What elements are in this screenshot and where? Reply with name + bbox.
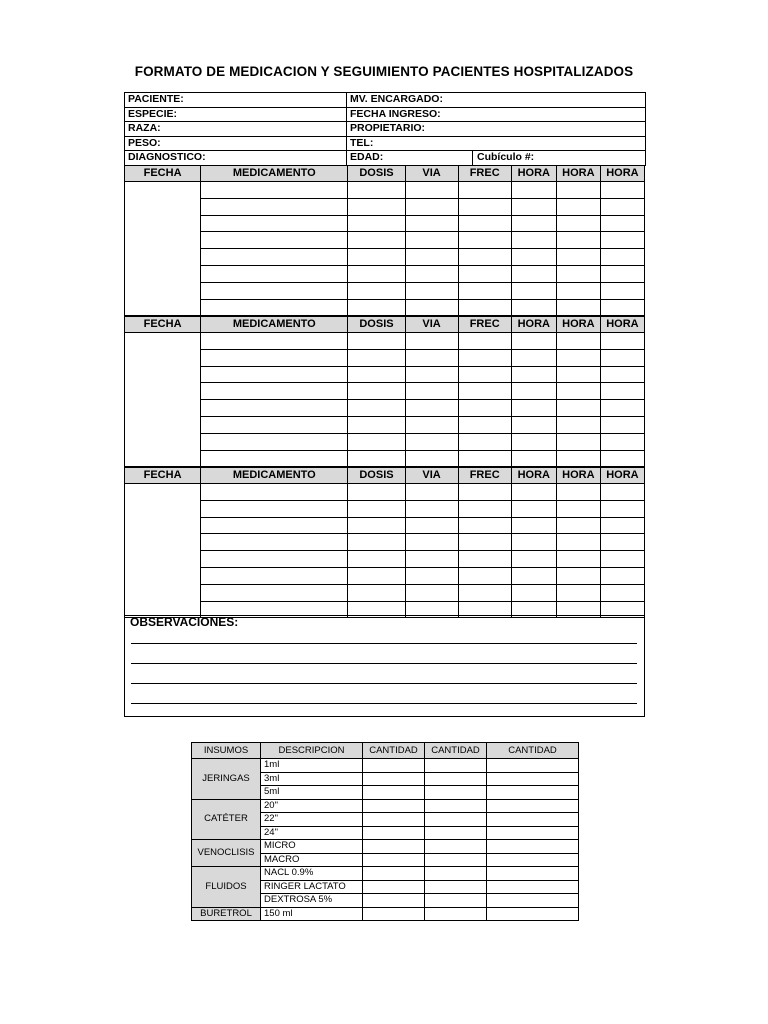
cell-hora-1[interactable]	[511, 232, 556, 249]
medication-row	[125, 584, 645, 601]
cell-medicamento[interactable]	[201, 299, 348, 316]
cell-hora-2[interactable]	[556, 584, 600, 601]
cell-hora-2[interactable]	[556, 282, 600, 299]
cell-dosis[interactable]	[348, 584, 405, 601]
mv-encargado-field[interactable]: MV. ENCARGADO:	[347, 93, 646, 108]
supply-quantity-cell[interactable]	[363, 880, 425, 894]
edad-field[interactable]: EDAD:	[347, 151, 473, 166]
supply-quantity-cell[interactable]	[363, 813, 425, 827]
header-frec: FREC	[458, 166, 511, 182]
cell-medicamento[interactable]	[201, 232, 348, 249]
cell-dosis[interactable]	[348, 215, 405, 232]
cell-dosis[interactable]	[348, 299, 405, 316]
cell-hora-2[interactable]	[556, 450, 600, 467]
cell-hora-2[interactable]	[556, 215, 600, 232]
cell-hora-1[interactable]	[511, 400, 556, 417]
cell-hora-1[interactable]	[511, 265, 556, 282]
medication-row	[125, 349, 645, 366]
header-fecha: FECHA	[125, 317, 201, 333]
cell-frec[interactable]	[458, 265, 511, 282]
supply-category: JERINGAS	[192, 759, 261, 800]
cell-medicamento[interactable]	[201, 383, 348, 400]
supply-quantity-cell[interactable]	[425, 759, 487, 773]
supply-quantity-cell[interactable]	[487, 826, 579, 840]
cell-via[interactable]	[405, 282, 458, 299]
cell-hora-1[interactable]	[511, 366, 556, 383]
cell-via[interactable]	[405, 182, 458, 199]
cell-dosis[interactable]	[348, 182, 405, 199]
header-hora-1: HORA	[511, 166, 556, 182]
cell-hora-1[interactable]	[511, 517, 556, 534]
cell-hora-2[interactable]	[556, 416, 600, 433]
cell-hora-2[interactable]	[556, 249, 600, 266]
cell-via[interactable]	[405, 366, 458, 383]
cell-dosis[interactable]	[348, 484, 405, 501]
header-medicamento: MEDICAMENTO	[201, 317, 348, 333]
supply-description: 1ml	[261, 759, 363, 773]
medication-row	[125, 265, 645, 282]
header-via: VIA	[405, 468, 458, 484]
supply-description: 150 ml	[261, 907, 363, 921]
cell-via[interactable]	[405, 416, 458, 433]
cell-via[interactable]	[405, 299, 458, 316]
cell-frec[interactable]	[458, 484, 511, 501]
supply-quantity-cell[interactable]	[487, 880, 579, 894]
cell-hora-3[interactable]	[600, 265, 644, 282]
cell-hora-3[interactable]	[600, 551, 644, 568]
cell-hora-3[interactable]	[600, 484, 644, 501]
supply-quantity-cell[interactable]	[363, 894, 425, 908]
cell-medicamento[interactable]	[201, 416, 348, 433]
fecha-ingreso-field[interactable]: FECHA INGRESO:	[347, 107, 646, 122]
cell-dosis[interactable]	[348, 249, 405, 266]
supply-category: CATÉTER	[192, 799, 261, 840]
observation-line[interactable]	[131, 683, 637, 684]
cell-hora-2[interactable]	[556, 551, 600, 568]
supplies-table	[191, 742, 579, 921]
supply-quantity-cell[interactable]	[487, 772, 579, 786]
observation-line[interactable]	[131, 663, 637, 664]
medication-row	[125, 517, 645, 534]
header-hora-1: HORA	[511, 468, 556, 484]
cell-fecha[interactable]	[125, 484, 201, 618]
cell-medicamento[interactable]	[201, 450, 348, 467]
cell-hora-2[interactable]	[556, 349, 600, 366]
supply-row	[192, 840, 579, 854]
supply-quantity-cell[interactable]	[425, 799, 487, 813]
supply-row	[192, 867, 579, 881]
cell-dosis[interactable]	[348, 333, 405, 350]
supply-quantity-cell[interactable]	[487, 867, 579, 881]
header-dosis: DOSIS	[348, 166, 405, 182]
supply-quantity-cell[interactable]	[425, 786, 487, 800]
header-hora-3: HORA	[600, 166, 644, 182]
cell-hora-3[interactable]	[600, 383, 644, 400]
cell-hora-3[interactable]	[600, 282, 644, 299]
cell-hora-3[interactable]	[600, 567, 644, 584]
header-dosis: DOSIS	[348, 468, 405, 484]
cell-hora-2[interactable]	[556, 182, 600, 199]
medication-row	[125, 450, 645, 467]
cell-frec[interactable]	[458, 198, 511, 215]
cell-dosis[interactable]	[348, 265, 405, 282]
cell-frec[interactable]	[458, 450, 511, 467]
patient-info-table	[124, 92, 646, 166]
cell-hora-1[interactable]	[511, 249, 556, 266]
supply-quantity-cell[interactable]	[487, 853, 579, 867]
header-insumos: INSUMOS	[192, 743, 261, 759]
especie-field[interactable]: ESPECIE:	[125, 107, 347, 122]
supply-row	[192, 907, 579, 921]
supply-description: DEXTROSA 5%	[261, 894, 363, 908]
cell-hora-2[interactable]	[556, 567, 600, 584]
cell-hora-3[interactable]	[600, 198, 644, 215]
cell-hora-1[interactable]	[511, 500, 556, 517]
header-cantidad-3: CANTIDAD	[487, 743, 579, 759]
medication-row	[125, 182, 645, 199]
cell-hora-3[interactable]	[600, 299, 644, 316]
supply-quantity-cell[interactable]	[487, 759, 579, 773]
supply-quantity-cell[interactable]	[363, 759, 425, 773]
supply-category: VENOCLISIS	[192, 840, 261, 867]
cell-hora-3[interactable]	[600, 333, 644, 350]
cell-frec[interactable]	[458, 299, 511, 316]
cell-hora-1[interactable]	[511, 182, 556, 199]
cell-hora-1[interactable]	[511, 383, 556, 400]
cell-dosis[interactable]	[348, 232, 405, 249]
cell-medicamento[interactable]	[201, 584, 348, 601]
cell-frec[interactable]	[458, 249, 511, 266]
supply-quantity-cell[interactable]	[487, 894, 579, 908]
header-frec: FREC	[458, 468, 511, 484]
supply-category: FLUIDOS	[192, 867, 261, 908]
supply-quantity-cell[interactable]	[425, 813, 487, 827]
cell-frec[interactable]	[458, 383, 511, 400]
cell-dosis[interactable]	[348, 366, 405, 383]
medication-row	[125, 282, 645, 299]
cell-via[interactable]	[405, 215, 458, 232]
cell-hora-1[interactable]	[511, 567, 556, 584]
cell-medicamento[interactable]	[201, 249, 348, 266]
cell-via[interactable]	[405, 383, 458, 400]
medication-row	[125, 534, 645, 551]
cell-frec[interactable]	[458, 551, 511, 568]
cell-dosis[interactable]	[348, 416, 405, 433]
cell-hora-3[interactable]	[600, 400, 644, 417]
cell-hora-3[interactable]	[600, 215, 644, 232]
supply-quantity-cell[interactable]	[363, 853, 425, 867]
observations-box	[124, 615, 645, 717]
header-via: VIA	[405, 166, 458, 182]
supply-quantity-cell[interactable]	[425, 894, 487, 908]
cell-hora-2[interactable]	[556, 265, 600, 282]
header-medicamento: MEDICAMENTO	[201, 166, 348, 182]
cell-hora-2[interactable]	[556, 400, 600, 417]
supply-quantity-cell[interactable]	[425, 826, 487, 840]
cell-hora-3[interactable]	[600, 349, 644, 366]
medication-block-2	[124, 316, 645, 467]
supply-description: MICRO	[261, 840, 363, 854]
supply-quantity-cell[interactable]	[425, 907, 487, 921]
cell-hora-3[interactable]	[600, 182, 644, 199]
header-hora-2: HORA	[556, 317, 600, 333]
cell-medicamento[interactable]	[201, 349, 348, 366]
cell-medicamento[interactable]	[201, 534, 348, 551]
cell-frec[interactable]	[458, 534, 511, 551]
cell-dosis[interactable]	[348, 551, 405, 568]
medication-row	[125, 249, 645, 266]
cell-frec[interactable]	[458, 333, 511, 350]
cell-dosis[interactable]	[348, 349, 405, 366]
supply-quantity-cell[interactable]	[425, 772, 487, 786]
cell-hora-3[interactable]	[600, 450, 644, 467]
tel-field[interactable]: TEL:	[347, 136, 646, 151]
cell-frec[interactable]	[458, 182, 511, 199]
peso-field[interactable]: PESO:	[125, 136, 347, 151]
raza-field[interactable]: RAZA:	[125, 122, 347, 137]
medication-row	[125, 198, 645, 215]
cell-hora-2[interactable]	[556, 433, 600, 450]
medication-row	[125, 433, 645, 450]
header-hora-3: HORA	[600, 317, 644, 333]
cell-medicamento[interactable]	[201, 484, 348, 501]
cell-medicamento[interactable]	[201, 282, 348, 299]
cell-hora-2[interactable]	[556, 484, 600, 501]
cell-hora-2[interactable]	[556, 366, 600, 383]
cell-dosis[interactable]	[348, 383, 405, 400]
supply-quantity-cell[interactable]	[425, 840, 487, 854]
cell-hora-1[interactable]	[511, 349, 556, 366]
supply-description: RINGER LACTATO	[261, 880, 363, 894]
supply-row	[192, 799, 579, 813]
supply-description: 22"	[261, 813, 363, 827]
cell-dosis[interactable]	[348, 567, 405, 584]
medication-row	[125, 484, 645, 501]
cell-medicamento[interactable]	[201, 551, 348, 568]
medication-row	[125, 416, 645, 433]
supply-quantity-cell[interactable]	[363, 772, 425, 786]
supply-description: 5ml	[261, 786, 363, 800]
cell-hora-3[interactable]	[600, 500, 644, 517]
cell-hora-1[interactable]	[511, 215, 556, 232]
supply-quantity-cell[interactable]	[425, 853, 487, 867]
cell-fecha[interactable]	[125, 333, 201, 467]
cell-dosis[interactable]	[348, 500, 405, 517]
header-fecha: FECHA	[125, 468, 201, 484]
cell-via[interactable]	[405, 484, 458, 501]
header-frec: FREC	[458, 317, 511, 333]
cell-via[interactable]	[405, 584, 458, 601]
cubiculo-field[interactable]: Cubículo #:	[473, 151, 646, 166]
cell-hora-3[interactable]	[600, 534, 644, 551]
cell-hora-1[interactable]	[511, 484, 556, 501]
cell-dosis[interactable]	[348, 433, 405, 450]
cell-hora-1[interactable]	[511, 551, 556, 568]
supply-description: NACL 0.9%	[261, 867, 363, 881]
medication-block-3	[124, 467, 645, 618]
header-hora-1: HORA	[511, 317, 556, 333]
cell-dosis[interactable]	[348, 400, 405, 417]
medication-row	[125, 500, 645, 517]
header-hora-2: HORA	[556, 166, 600, 182]
cell-hora-3[interactable]	[600, 366, 644, 383]
supply-description: MACRO	[261, 853, 363, 867]
supply-quantity-cell[interactable]	[363, 840, 425, 854]
header-cantidad-2: CANTIDAD	[425, 743, 487, 759]
cell-via[interactable]	[405, 450, 458, 467]
cell-hora-3[interactable]	[600, 584, 644, 601]
cell-frec[interactable]	[458, 282, 511, 299]
cell-medicamento[interactable]	[201, 517, 348, 534]
cell-frec[interactable]	[458, 366, 511, 383]
supply-quantity-cell[interactable]	[487, 813, 579, 827]
cell-hora-1[interactable]	[511, 282, 556, 299]
header-hora-3: HORA	[600, 468, 644, 484]
cell-via[interactable]	[405, 517, 458, 534]
supply-quantity-cell[interactable]	[363, 867, 425, 881]
cell-hora-2[interactable]	[556, 299, 600, 316]
cell-hora-1[interactable]	[511, 450, 556, 467]
cell-hora-2[interactable]	[556, 198, 600, 215]
header-medicamento: MEDICAMENTO	[201, 468, 348, 484]
supply-quantity-cell[interactable]	[363, 786, 425, 800]
cell-medicamento[interactable]	[201, 366, 348, 383]
medication-row	[125, 333, 645, 350]
supply-quantity-cell[interactable]	[363, 907, 425, 921]
cell-hora-1[interactable]	[511, 534, 556, 551]
cell-hora-2[interactable]	[556, 517, 600, 534]
cell-medicamento[interactable]	[201, 433, 348, 450]
cell-frec[interactable]	[458, 232, 511, 249]
cell-hora-3[interactable]	[600, 517, 644, 534]
cell-via[interactable]	[405, 551, 458, 568]
cell-frec[interactable]	[458, 517, 511, 534]
supply-quantity-cell[interactable]	[487, 799, 579, 813]
medication-row	[125, 215, 645, 232]
page-title: FORMATO DE MEDICACION Y SEGUIMIENTO PACIENTES HOSPITALIZADOS	[134, 64, 634, 79]
cell-hora-2[interactable]	[556, 500, 600, 517]
supply-quantity-cell[interactable]	[487, 840, 579, 854]
medication-row	[125, 383, 645, 400]
cell-hora-1[interactable]	[511, 299, 556, 316]
supply-description: 24"	[261, 826, 363, 840]
medication-row	[125, 366, 645, 383]
cell-dosis[interactable]	[348, 517, 405, 534]
cell-frec[interactable]	[458, 500, 511, 517]
cell-frec[interactable]	[458, 416, 511, 433]
cell-hora-3[interactable]	[600, 232, 644, 249]
header-descripcion: DESCRIPCION	[261, 743, 363, 759]
cell-fecha[interactable]	[125, 182, 201, 316]
medication-row	[125, 400, 645, 417]
cell-medicamento[interactable]	[201, 198, 348, 215]
medication-row	[125, 299, 645, 316]
cell-medicamento[interactable]	[201, 182, 348, 199]
header-hora-2: HORA	[556, 468, 600, 484]
medication-block-1	[124, 165, 645, 316]
header-fecha: FECHA	[125, 166, 201, 182]
propietario-field[interactable]: PROPIETARIO:	[347, 122, 646, 137]
observation-line[interactable]	[131, 643, 637, 644]
supply-quantity-cell[interactable]	[487, 907, 579, 921]
supply-category: BURETROL	[192, 907, 261, 921]
supply-quantity-cell[interactable]	[363, 826, 425, 840]
cell-hora-3[interactable]	[600, 433, 644, 450]
cell-hora-1[interactable]	[511, 433, 556, 450]
cell-medicamento[interactable]	[201, 567, 348, 584]
cell-via[interactable]	[405, 349, 458, 366]
cell-medicamento[interactable]	[201, 500, 348, 517]
cell-dosis[interactable]	[348, 534, 405, 551]
cell-frec[interactable]	[458, 215, 511, 232]
supply-description: 3ml	[261, 772, 363, 786]
cell-via[interactable]	[405, 433, 458, 450]
cell-frec[interactable]	[458, 400, 511, 417]
cell-via[interactable]	[405, 198, 458, 215]
cell-medicamento[interactable]	[201, 215, 348, 232]
cell-frec[interactable]	[458, 349, 511, 366]
supply-quantity-cell[interactable]	[425, 880, 487, 894]
cell-hora-1[interactable]	[511, 584, 556, 601]
cell-frec[interactable]	[458, 584, 511, 601]
cell-via[interactable]	[405, 567, 458, 584]
cell-via[interactable]	[405, 333, 458, 350]
cell-hora-1[interactable]	[511, 333, 556, 350]
paciente-field[interactable]: PACIENTE:	[125, 93, 347, 108]
cell-via[interactable]	[405, 400, 458, 417]
supply-row	[192, 759, 579, 773]
cell-via[interactable]	[405, 265, 458, 282]
cell-via[interactable]	[405, 534, 458, 551]
cell-frec[interactable]	[458, 567, 511, 584]
cell-via[interactable]	[405, 249, 458, 266]
supply-quantity-cell[interactable]	[487, 786, 579, 800]
cell-dosis[interactable]	[348, 282, 405, 299]
cell-medicamento[interactable]	[201, 400, 348, 417]
cell-hora-2[interactable]	[556, 383, 600, 400]
medication-row	[125, 567, 645, 584]
cell-hora-2[interactable]	[556, 534, 600, 551]
medication-row	[125, 551, 645, 568]
medication-row	[125, 232, 645, 249]
cell-via[interactable]	[405, 500, 458, 517]
cell-hora-3[interactable]	[600, 416, 644, 433]
cell-hora-2[interactable]	[556, 232, 600, 249]
cell-hora-3[interactable]	[600, 249, 644, 266]
cell-medicamento[interactable]	[201, 265, 348, 282]
supply-quantity-cell[interactable]	[425, 867, 487, 881]
header-dosis: DOSIS	[348, 317, 405, 333]
cell-dosis[interactable]	[348, 450, 405, 467]
cell-hora-1[interactable]	[511, 416, 556, 433]
header-via: VIA	[405, 317, 458, 333]
supply-quantity-cell[interactable]	[363, 799, 425, 813]
cell-hora-1[interactable]	[511, 198, 556, 215]
cell-hora-2[interactable]	[556, 333, 600, 350]
cell-via[interactable]	[405, 232, 458, 249]
observation-line[interactable]	[131, 703, 637, 704]
header-cantidad-1: CANTIDAD	[363, 743, 425, 759]
cell-frec[interactable]	[458, 433, 511, 450]
diagnostico-field[interactable]: DIAGNOSTICO:	[125, 151, 347, 166]
supply-description: 20"	[261, 799, 363, 813]
cell-dosis[interactable]	[348, 198, 405, 215]
observations-label: OBSERVACIONES:	[130, 615, 239, 629]
cell-medicamento[interactable]	[201, 333, 348, 350]
